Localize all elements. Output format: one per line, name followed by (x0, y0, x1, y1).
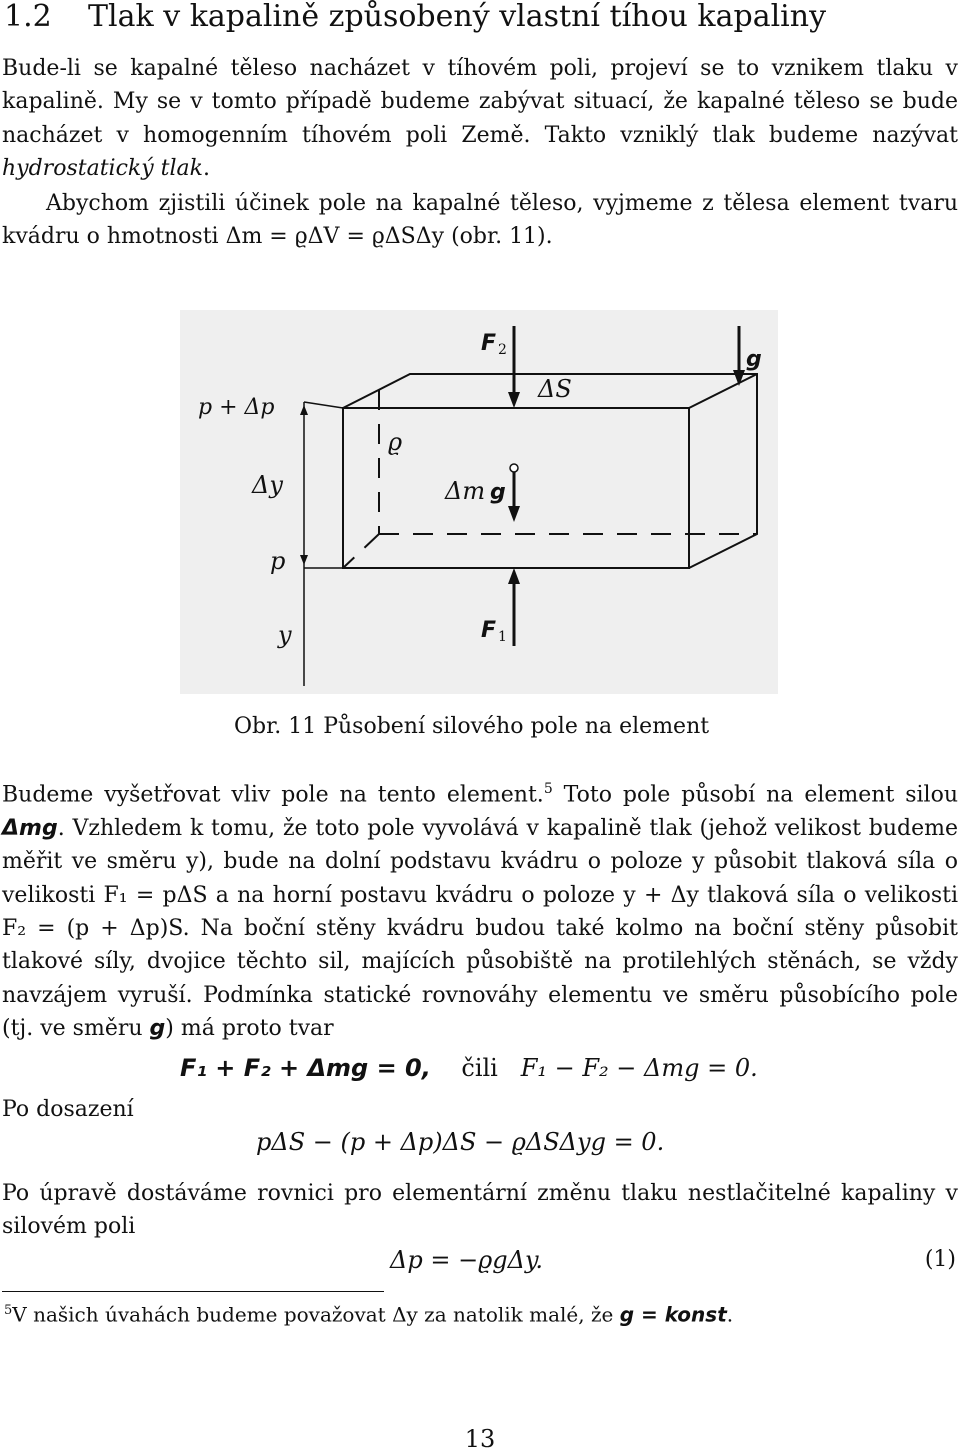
paragraph-derivation-text-3: . Vzhledem k tomu, že toto pole vyvolává v kapalině tlak (jehož velikost budeme měřit ve směru y), bude na dolní podstavu kvádru o poloze y působit tlaková síla o velikosti F₁ = pΔS a na horní postavu kvádru o poloze y + Δy tlaková síla o velikosti F₂ = (p + Δp)S. Na boční stěny kvádru budou také kolmo na boční stěny působit tlakové síly, dvojice těchto sil, majících působiště na protilehlých stěnách, se vždy navzájem vyruší. Podmínka statické rovnováhy elementu ve směru působícího pole (tj. ve směru (2, 815, 958, 1042)
term-hydrostatic-pressure: hydrostatický tlak (2, 156, 203, 182)
footnote-rule (2, 1291, 384, 1292)
paragraph-derivation-text-1: Budeme vyšetřovat vliv pole na tento element. (2, 782, 544, 808)
label-dm: Δm (445, 477, 486, 505)
paragraph-result: Po úpravě dostáváme rovnici pro elementární změnu tlaku nestlačitelné kapaliny v silovém poli (2, 1181, 958, 1240)
paragraph-derivation-text-2: Toto pole působí na element silou (552, 782, 959, 808)
footnote-bold-term: g = konst (619, 1302, 727, 1327)
force-dmg: Δmg (2, 815, 58, 841)
equation-number: (1) (924, 1247, 956, 1272)
label-F1-sub: 1 (498, 629, 507, 645)
equation-equilibrium (180, 1052, 758, 1084)
vector-g: g (149, 1016, 166, 1042)
label-F1: F (481, 618, 497, 643)
section-title: Tlak v kapalině způsobený vlastní tíhou kapaliny (88, 0, 827, 34)
equation-vector-form: F₁ + F₂ + Δmg = 0, (180, 1054, 431, 1082)
paragraph-intro-end: . (202, 156, 210, 182)
equation-scalar-form: F₁ − F₂ − Δmg = 0. (520, 1054, 758, 1082)
section-number: 1.2 (4, 0, 52, 34)
equation-pressure-change: Δp = −ϱgΔy. (390, 1246, 543, 1274)
equation-substituted: pΔS − (p + Δp)ΔS − ϱΔSΔyg = 0. (256, 1128, 665, 1156)
paragraph-intro (2, 52, 958, 186)
figure-liquid-element (180, 310, 778, 694)
label-delta-S: ΔS (538, 375, 572, 403)
paragraph-element: Abychom zjistili účinek pole na kapalné těleso, vyjmeme z tělesa element tvaru kvádru o hmotnosti Δm = ϱΔV = ϱΔSΔy (obr. 11). (2, 191, 958, 250)
label-dmg-g: g (490, 480, 506, 505)
label-y: y (278, 621, 292, 649)
footnote (4, 1296, 733, 1330)
footnote-end: . (726, 1302, 734, 1327)
paragraph-intro-text: Bude-li se kapalné těleso nacházet v tíhovém poli, projeví se to vznikem tlaku v kapalině. My se v tomto případě budeme zabývat situací, že kapalné těleso se bude nacházet v homogenním tíhovém poli Země. Takto vzniklý tlak budeme nazývat (2, 56, 958, 148)
label-p: p (270, 547, 286, 575)
paragraph-derivation-text-4: ) má proto tvar (165, 1016, 334, 1042)
label-rho: ϱ (388, 428, 403, 456)
label-delta-y: Δy (252, 471, 283, 499)
figure-caption: Obr. 11 Působení silového pole na element (234, 714, 710, 739)
page-number: 13 (464, 1425, 496, 1453)
paragraph-substitution: Po dosazení (2, 1097, 134, 1122)
center-of-mass-marker (510, 464, 518, 472)
equation-connector: čili (461, 1054, 498, 1082)
footnote-reference: 5 (543, 781, 553, 797)
paragraph-derivation (2, 773, 958, 1046)
label-F2: F (481, 331, 497, 356)
label-F2-sub: 2 (498, 342, 507, 358)
footnote-text: V našich úvahách budeme považovat Δy za natolik malé, že (12, 1302, 620, 1327)
section-heading (4, 0, 826, 34)
label-p-plus-dp: p + Δp (198, 395, 275, 420)
label-g: g (746, 347, 762, 372)
footnote-mark: 5 (4, 1303, 13, 1318)
